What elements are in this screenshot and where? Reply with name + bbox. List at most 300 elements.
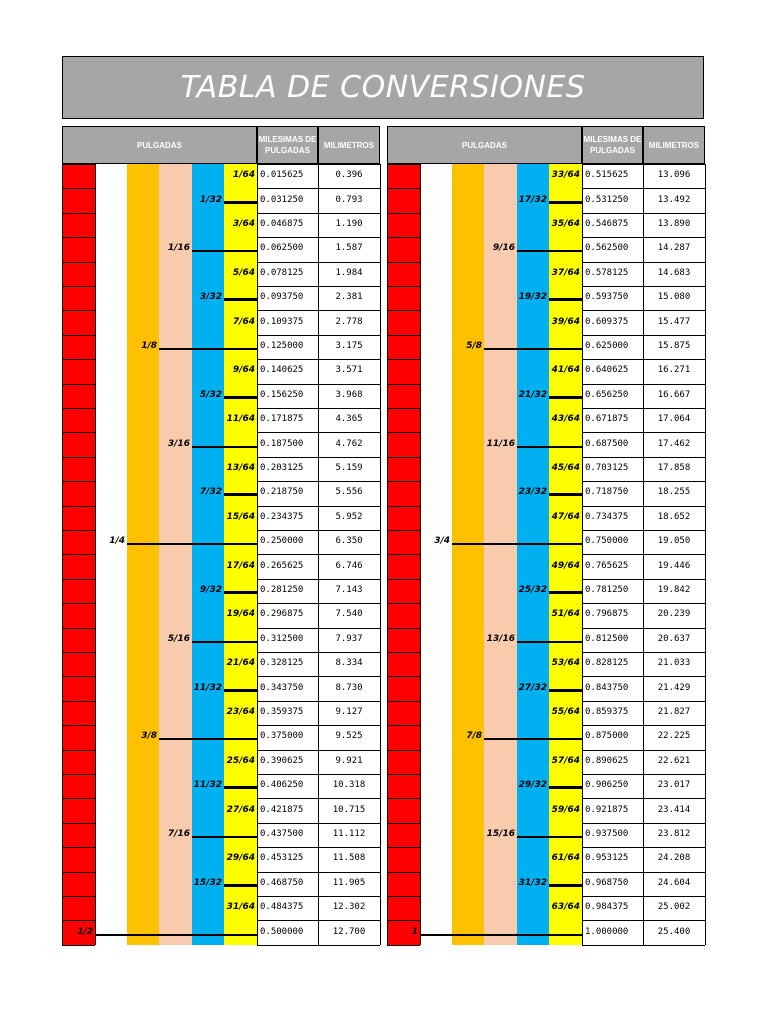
fraction-label: 61/64	[551, 853, 580, 864]
right-row-border	[387, 237, 420, 238]
left-row-border	[62, 579, 95, 580]
fraction-label: 43/64	[551, 414, 580, 425]
decimal-inches-value: 0.375000	[260, 731, 304, 742]
leader-line	[549, 591, 582, 594]
millimeters-value: 21.033	[657, 658, 691, 669]
fraction-label: 23/64	[226, 707, 255, 717]
millimeters-value: 2.778	[335, 316, 363, 327]
millimeters-value: 11.508	[332, 853, 366, 864]
left-row-border	[62, 335, 95, 336]
millimeters-value: 19.050	[657, 536, 691, 547]
right-row-border	[387, 262, 420, 263]
millimeters-value: 7.937	[335, 633, 363, 644]
millimeters-value: 3.968	[335, 389, 363, 400]
leader-line	[517, 641, 582, 643]
millimeters-value: 14.287	[657, 243, 691, 254]
decimal-inches-value: 0.343750	[260, 682, 304, 693]
fraction-label: 21/64	[226, 658, 255, 669]
fraction-label: 1/2	[77, 926, 93, 937]
decimal-inches-value: 0.046875	[260, 219, 304, 229]
header-milesimas-line2: PULGADAS	[590, 146, 635, 155]
fraction-label: 17/32	[518, 194, 547, 205]
millimeters-value: 5.159	[335, 463, 363, 473]
page-title: TABLA DE CONVERSIONES	[180, 70, 586, 105]
leader-line	[159, 738, 257, 740]
millimeters-value: 17.064	[657, 414, 691, 425]
decimal-inches-value: 0.750000	[585, 536, 629, 547]
right-column-border	[643, 164, 644, 945]
leader-line	[224, 493, 257, 496]
millimeters-value: 12.700	[332, 926, 366, 937]
decimal-inches-value: 0.171875	[260, 414, 304, 425]
millimeters-value: 10.318	[332, 780, 366, 791]
left-header-milesimas	[257, 126, 318, 164]
leader-line	[95, 934, 257, 936]
right-row-border	[387, 457, 420, 458]
left-row-border	[62, 530, 95, 531]
fraction-label: 5/64	[232, 267, 255, 278]
decimal-inches-value: 0.843750	[585, 682, 629, 693]
fraction-label: 35/64	[551, 219, 580, 229]
leader-line	[549, 493, 582, 496]
decimal-inches-value: 0.328125	[260, 658, 304, 669]
left-color-column-5	[192, 164, 224, 945]
millimeters-value: 7.143	[335, 585, 363, 595]
millimeters-value: 9.127	[335, 707, 363, 717]
fraction-label: 7/64	[232, 316, 255, 327]
fraction-label: 27/32	[518, 682, 547, 693]
millimeters-value: 11.905	[332, 877, 366, 888]
right-row-border	[387, 920, 420, 921]
right-header-pulgadas: PULGADAS	[387, 126, 582, 164]
right-row-border	[387, 384, 420, 385]
millimeters-value: 17.462	[657, 438, 691, 449]
fraction-label: 9/64	[232, 365, 255, 376]
right-column-border	[420, 164, 421, 945]
decimal-inches-value: 0.968750	[585, 877, 629, 888]
millimeters-value: 25.002	[657, 902, 691, 913]
leader-line	[420, 934, 582, 936]
millimeters-value: 14.683	[657, 267, 691, 278]
leader-line	[224, 591, 257, 594]
fraction-label: 11/64	[226, 414, 255, 425]
decimal-inches-value: 0.921875	[585, 804, 629, 815]
millimeters-value: 13.096	[657, 170, 691, 181]
fraction-label: 31/32	[518, 877, 547, 888]
leader-line	[549, 396, 582, 399]
fraction-label: 59/64	[551, 804, 580, 815]
decimal-inches-value: 0.062500	[260, 243, 304, 254]
millimeters-value: 1.190	[335, 219, 363, 229]
leader-line	[484, 738, 582, 740]
header-milesimas-text	[584, 134, 642, 156]
left-column-border	[62, 164, 63, 945]
right-row-border	[387, 164, 420, 165]
fraction-label: 25/32	[518, 585, 547, 595]
millimeters-value: 9.921	[335, 755, 363, 766]
leader-line	[224, 396, 257, 399]
right-color-column-6	[549, 164, 582, 945]
millimeters-value: 3.175	[335, 341, 363, 351]
millimeters-value: 22.621	[657, 755, 691, 766]
leader-line	[127, 543, 257, 545]
fraction-label: 3/16	[167, 438, 190, 449]
millimeters-value: 2.381	[335, 292, 363, 303]
fraction-label: 1/64	[232, 170, 255, 181]
decimal-inches-value: 0.875000	[585, 731, 629, 742]
right-row-border	[387, 359, 420, 360]
millimeters-value: 6.746	[335, 560, 363, 571]
decimal-inches-value: 0.609375	[585, 316, 629, 327]
millimeters-value: 22.225	[657, 731, 691, 742]
decimal-inches-value: 0.531250	[585, 194, 629, 205]
left-column-border	[95, 164, 96, 945]
fraction-label: 17/64	[226, 560, 255, 571]
leader-line	[484, 348, 582, 350]
decimal-inches-value: 1.000000	[585, 926, 629, 937]
decimal-inches-value: 0.578125	[585, 267, 629, 278]
fraction-label: 3/8	[141, 731, 157, 742]
millimeters-value: 18.652	[657, 511, 691, 522]
decimal-inches-value: 0.906250	[585, 780, 629, 791]
fraction-label: 13/64	[226, 463, 255, 473]
fraction-label: 5/16	[167, 633, 190, 644]
decimal-inches-value: 0.109375	[260, 316, 304, 327]
decimal-inches-value: 0.125000	[260, 341, 304, 351]
fraction-label: 51/64	[551, 609, 580, 620]
leader-line	[549, 298, 582, 301]
left-row-border	[62, 213, 95, 214]
left-row-border	[62, 554, 95, 555]
fraction-label: 57/64	[551, 755, 580, 766]
left-row-border	[62, 603, 95, 604]
decimal-inches-value: 0.031250	[260, 194, 304, 205]
millimeters-value: 16.667	[657, 389, 691, 400]
right-row-border	[387, 945, 420, 946]
left-row-border	[62, 676, 95, 677]
millimeters-value: 24.208	[657, 853, 691, 864]
fraction-label: 53/64	[551, 658, 580, 669]
header-milesimas-text	[259, 134, 317, 156]
millimeters-value: 24.604	[657, 877, 691, 888]
fraction-label: 15/64	[226, 511, 255, 522]
right-row-border	[387, 506, 420, 507]
millimeters-value: 5.952	[335, 511, 363, 522]
millimeters-value: 11.112	[332, 829, 366, 839]
right-row-border	[387, 554, 420, 555]
decimal-inches-value: 0.546875	[585, 219, 629, 229]
left-row-border	[62, 847, 95, 848]
right-row-border	[387, 847, 420, 848]
fraction-label: 45/64	[551, 463, 580, 473]
millimeters-value: 21.827	[657, 707, 691, 717]
title-banner	[62, 56, 704, 119]
header-milesimas-line1: MILESIMAS DE	[258, 135, 317, 144]
left-row-border	[62, 945, 95, 946]
left-column-border	[380, 164, 381, 945]
millimeters-value: 15.080	[657, 292, 691, 303]
left-row-border	[62, 652, 95, 653]
millimeters-value: 20.239	[657, 609, 691, 620]
decimal-inches-value: 0.437500	[260, 829, 304, 839]
fraction-label: 1/4	[109, 536, 125, 547]
right-row-border	[387, 530, 420, 531]
decimal-inches-value: 0.812500	[585, 633, 629, 644]
decimal-inches-value: 0.406250	[260, 780, 304, 791]
millimeters-value: 13.890	[657, 219, 691, 229]
right-row-border	[387, 213, 420, 214]
millimeters-value: 3.571	[335, 365, 363, 376]
millimeters-value: 23.414	[657, 804, 691, 815]
left-header-milimetros: MILIMETROS	[318, 126, 380, 164]
millimeters-value: 8.730	[335, 682, 363, 693]
decimal-inches-value: 0.671875	[585, 414, 629, 425]
left-row-border	[62, 481, 95, 482]
fraction-label: 41/64	[551, 365, 580, 376]
fraction-label: 3/32	[199, 292, 222, 303]
decimal-inches-value: 0.765625	[585, 560, 629, 571]
right-header-milesimas	[582, 126, 643, 164]
decimal-inches-value: 0.015625	[260, 170, 304, 181]
decimal-inches-value: 0.078125	[260, 267, 304, 278]
left-row-border	[62, 872, 95, 873]
decimal-inches-value: 0.515625	[585, 170, 629, 181]
leader-line	[549, 884, 582, 887]
left-row-border	[62, 725, 95, 726]
decimal-inches-value: 0.562500	[585, 243, 629, 254]
leader-line	[549, 786, 582, 789]
decimal-inches-value: 0.453125	[260, 853, 304, 864]
decimal-inches-value: 0.359375	[260, 707, 304, 717]
millimeters-value: 9.525	[335, 731, 363, 742]
fraction-label: 7/16	[167, 829, 190, 839]
leader-line	[224, 201, 257, 204]
fraction-label: 19/64	[226, 609, 255, 620]
millimeters-value: 21.429	[657, 682, 691, 693]
fraction-label: 31/64	[226, 902, 255, 913]
fraction-label: 3/4	[434, 536, 450, 547]
left-row-border	[62, 384, 95, 385]
right-color-column-4	[484, 164, 517, 945]
left-row-border	[62, 262, 95, 263]
decimal-inches-value: 0.296875	[260, 609, 304, 620]
decimal-inches-value: 0.937500	[585, 829, 629, 839]
millimeters-value: 0.396	[335, 170, 363, 181]
millimeters-value: 4.762	[335, 438, 363, 449]
right-row-border	[387, 310, 420, 311]
left-header-pulgadas: PULGADAS	[62, 126, 257, 164]
fraction-label: 11/32	[193, 780, 222, 791]
left-row-border	[62, 310, 95, 311]
fraction-label: 9/32	[199, 585, 222, 595]
fraction-label: 19/32	[518, 292, 547, 303]
millimeters-value: 15.477	[657, 316, 691, 327]
millimeters-value: 5.556	[335, 487, 363, 498]
left-column-border	[257, 164, 258, 945]
decimal-inches-value: 0.656250	[585, 389, 629, 400]
left-row-border	[62, 628, 95, 629]
decimal-inches-value: 0.390625	[260, 755, 304, 766]
millimeters-value: 7.540	[335, 609, 363, 620]
right-row-border	[387, 872, 420, 873]
fraction-label: 55/64	[551, 707, 580, 717]
millimeters-value: 16.271	[657, 365, 691, 376]
right-row-border	[387, 676, 420, 677]
fraction-label: 49/64	[551, 560, 580, 571]
decimal-inches-value: 0.156250	[260, 389, 304, 400]
left-color-column-3	[127, 164, 159, 945]
left-color-column-4	[159, 164, 192, 945]
leader-line	[517, 836, 582, 838]
decimal-inches-value: 0.734375	[585, 511, 629, 522]
left-row-border	[62, 823, 95, 824]
millimeters-value: 13.492	[657, 194, 691, 205]
right-color-column-3	[452, 164, 484, 945]
fraction-label: 13/16	[486, 633, 515, 644]
fraction-label: 37/64	[551, 267, 580, 278]
right-row-border	[387, 335, 420, 336]
fraction-label: 5/32	[199, 389, 222, 400]
millimeters-value: 23.017	[657, 780, 691, 791]
left-row-border	[62, 432, 95, 433]
fraction-label: 7/8	[466, 731, 482, 742]
right-row-border	[387, 701, 420, 702]
leader-line	[192, 250, 257, 252]
fraction-label: 7/32	[199, 487, 222, 498]
fraction-label: 1	[411, 926, 418, 937]
fraction-label: 1/16	[167, 243, 190, 254]
right-row-border	[387, 408, 420, 409]
decimal-inches-value: 0.625000	[585, 341, 629, 351]
leader-line	[452, 543, 582, 545]
millimeters-value: 20.637	[657, 633, 691, 644]
right-column-border	[705, 164, 706, 945]
fraction-label: 63/64	[551, 902, 580, 913]
right-row-border	[387, 725, 420, 726]
millimeters-value: 0.793	[335, 194, 363, 205]
decimal-inches-value: 0.234375	[260, 511, 304, 522]
leader-line	[192, 446, 257, 448]
left-color-column-6	[224, 164, 257, 945]
leader-line	[517, 250, 582, 252]
leader-line	[224, 786, 257, 789]
decimal-inches-value: 0.250000	[260, 536, 304, 547]
left-row-border	[62, 750, 95, 751]
right-row-border	[387, 579, 420, 580]
fraction-label: 47/64	[551, 511, 580, 522]
fraction-label: 25/64	[226, 755, 255, 766]
decimal-inches-value: 0.828125	[585, 658, 629, 669]
leader-line	[549, 689, 582, 692]
decimal-inches-value: 0.468750	[260, 877, 304, 888]
left-row-border	[62, 188, 95, 189]
decimal-inches-value: 0.890625	[585, 755, 629, 766]
fraction-label: 5/8	[466, 341, 482, 351]
fraction-label: 29/32	[518, 780, 547, 791]
left-row-border	[62, 701, 95, 702]
decimal-inches-value: 0.796875	[585, 609, 629, 620]
millimeters-value: 17.858	[657, 463, 691, 473]
right-row-border	[387, 432, 420, 433]
right-row-border	[387, 188, 420, 189]
millimeters-value: 10.715	[332, 804, 366, 815]
right-color-column-5	[517, 164, 549, 945]
decimal-inches-value: 0.218750	[260, 487, 304, 498]
fraction-label: 1/32	[199, 194, 222, 205]
decimal-inches-value: 0.187500	[260, 438, 304, 449]
fraction-label: 33/64	[551, 170, 580, 181]
decimal-inches-value: 0.312500	[260, 633, 304, 644]
left-column-border	[318, 164, 319, 945]
millimeters-value: 8.334	[335, 658, 363, 669]
left-row-border	[257, 945, 380, 946]
right-row-border	[387, 481, 420, 482]
millimeters-value: 4.365	[335, 414, 363, 425]
left-row-border	[62, 237, 95, 238]
decimal-inches-value: 0.640625	[585, 365, 629, 376]
millimeters-value: 12.302	[332, 902, 366, 913]
millimeters-value: 18.255	[657, 487, 691, 498]
decimal-inches-value: 0.421875	[260, 804, 304, 815]
right-row-border	[387, 823, 420, 824]
decimal-inches-value: 0.265625	[260, 560, 304, 571]
decimal-inches-value: 0.500000	[260, 926, 304, 937]
leader-line	[192, 641, 257, 643]
fraction-label: 3/64	[232, 219, 255, 229]
millimeters-value: 19.842	[657, 585, 691, 595]
millimeters-value: 6.350	[335, 536, 363, 547]
right-row-border	[387, 286, 420, 287]
decimal-inches-value: 0.781250	[585, 585, 629, 595]
decimal-inches-value: 0.484375	[260, 902, 304, 913]
leader-line	[224, 298, 257, 301]
header-milesimas-line2: PULGADAS	[265, 146, 310, 155]
fraction-label: 29/64	[226, 853, 255, 864]
decimal-inches-value: 0.281250	[260, 585, 304, 595]
millimeters-value: 25.400	[657, 926, 691, 937]
millimeters-value: 19.446	[657, 560, 691, 571]
leader-line	[517, 446, 582, 448]
right-header-milimetros: MILIMETROS	[643, 126, 705, 164]
decimal-inches-value: 0.203125	[260, 463, 304, 473]
fraction-label: 21/32	[518, 389, 547, 400]
decimal-inches-value: 0.687500	[585, 438, 629, 449]
left-row-border	[62, 506, 95, 507]
fraction-label: 11/16	[486, 438, 515, 449]
decimal-inches-value: 0.859375	[585, 707, 629, 717]
fraction-label: 9/16	[492, 243, 515, 254]
right-color-column-2	[420, 164, 452, 945]
decimal-inches-value: 0.953125	[585, 853, 629, 864]
fraction-label: 27/64	[226, 804, 255, 815]
right-row-border	[387, 750, 420, 751]
leader-line	[159, 348, 257, 350]
fraction-label: 15/32	[193, 877, 222, 888]
right-row-border	[387, 896, 420, 897]
left-row-border	[62, 774, 95, 775]
millimeters-value: 23.812	[657, 829, 691, 839]
right-column-border	[387, 164, 388, 945]
left-row-border	[62, 359, 95, 360]
leader-line	[192, 836, 257, 838]
right-row-border	[582, 945, 705, 946]
fraction-label: 1/8	[141, 341, 157, 351]
right-row-border	[387, 603, 420, 604]
decimal-inches-value: 0.593750	[585, 292, 629, 303]
left-row-border	[62, 457, 95, 458]
leader-line	[224, 884, 257, 887]
decimal-inches-value: 0.140625	[260, 365, 304, 376]
